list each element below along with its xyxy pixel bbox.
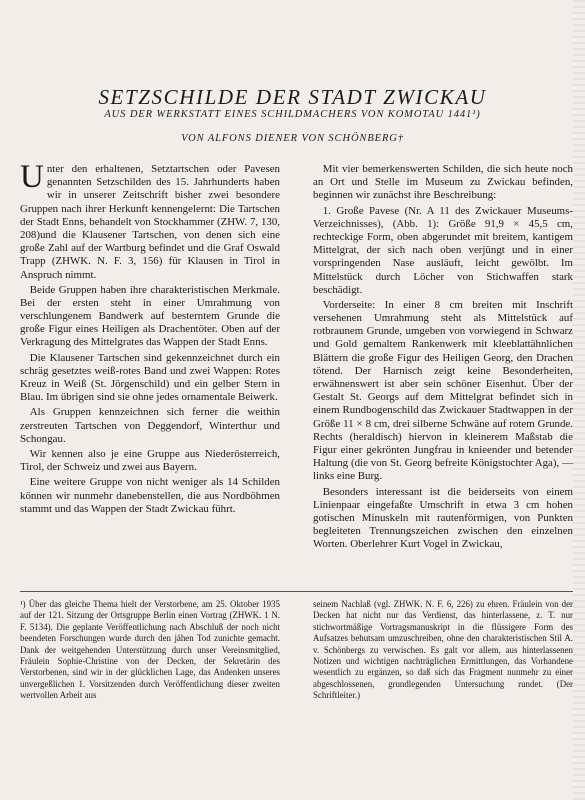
footnote-divider <box>20 591 573 592</box>
footnote-left <box>20 599 280 702</box>
paragraph-pavese: 1. Große Pavese (Nr. A 11 des Zwickauer Museums-Verzeichnisses), (Abb. 1): Größe 91,9 × 45,5 cm, rechteckige Form, oben abgerundet mit breitem, kantigem Mittelgrat, der sich nach oben verjüngt und in einer vorspringenden Nase ausläuft, leicht gewölbt. Im Mittelstück durch Löcher von Stichwaffen stark beschädigt. <box>313 204 573 296</box>
scan-edge-watermark <box>573 0 585 800</box>
left-column <box>20 159 280 516</box>
drop-cap: U <box>20 159 44 195</box>
paragraph-intro-text: nter den erhaltenen, Setztartschen oder Pavesen genannten Setzschilden des 15. Jahrhunderts haben wir in unserer Zeitschrift bisher zwei besondere Gruppen nach ihrer Herkunft kennengelernt: Die Tartschen der Stadt Enns, behandelt von Stockhammer (ZHW. 7, 130, 208)und die Klausener Tartschen, von denen sich eine große Zahl auf der Wartburg befindet und die Graf Oswald Trapp (ZHWK. N. F. 3, 156) für Klausen in Tirol in Anspruch nimmt. <box>20 163 280 281</box>
paragraph-klausen: Die Klausener Tartschen sind gekennzeichnet durch ein schräg gesetztes weiß-rotes Band und zwei Wappen: Rotes Kreuz in Weiß (St. Jörgenschild) und ein gelber Stern in Blau. Im übrigen sind sie ohne jedes ornamentale Beiwerk. <box>20 351 280 404</box>
footnote-text-left: ¹) Über das gleiche Thema hielt der Verstorbene, am 25. Oktober 1935 auf der 121. Sitzung der Ortsgruppe Berlin einen Vortrag (ZHWK. 1 N. F. 5134). Die geplante Veröffentlichung nach Abschluß der noch nicht beendeten Forschungen wurde durch den jähen Tod zunichte gemacht. Dank der weitgehenden Unterstützung durch unser Vereinsmitglied, Fräulein Sophie-Christine von der Decken, der Sekretärin des Verstorbenen, sind wir in der glücklichen Lage, das Andenken unseres unvergeßlichen 1. Vorsitzenden durch Veröffentlichung dieser zweiten wertvollen Arbeit aus <box>20 599 280 701</box>
paragraph-other-groups: Als Gruppen kennzeichnen sich ferner die weithin zerstreuten Tartschen von Deggendorf, Winterthur und Schongau. <box>20 406 280 445</box>
paragraph-groups: Beide Gruppen haben ihre charakteristischen Merkmale. Bei der ersten steht in einer Umrahmung von verschlungenem Bandwerk auf besterntem Grunde die große Figur eines Heiligen als Drachentöter. Oben auf der Verkragung des Mittelgrates das Wappen der Stadt Enns. <box>20 283 280 349</box>
paragraph-front-side: Vorderseite: In einer 8 cm breiten mit Inschrift versehenen Umrahmung steht als Mittelstück auf rotbraunem Grunde, umgeben von vorwiegend in Schwarz und Gold gemaltem Rankenwerk mit kleeblattähnlichen Blättern die große Figur des Heiligen Georg, den Drachen tötend. Der Harnisch zeigt keine Besonderheiten, erwähnenswert ist aber sein schöner Eisenhut. Über der Gestalt St. Georgs auf dem Mittelgrat befindet sich in einem Rundbogenschild das Zwickauer Stadtwappen in der Größe 11 × 8 cm, drei silberne Schwäne auf rotem Grunde. Rechts (heraldisch) hiervon in kleinerem Maßstab die Figur einer gekrönten Jungfrau in knieender und betender Haltung (die von St. Georg befreite Königstochter Aga), — links eine Burg. <box>313 298 573 483</box>
right-column <box>313 163 573 551</box>
article-subtitle: AUS DER WERKSTATT EINES SCHILDMACHERS VON KOMOTAU 1441¹) <box>104 109 481 120</box>
article-author: VON ALFONS DIENER VON SCHÖNBERG† <box>181 133 404 144</box>
paragraph-inscription: Besonders interessant ist die beiderseits von einem Linienpaar eingefaßte Umschrift in etwa 3 cm hohen gotischen Minuskeln mit rautenförmigen, von Punkten begleiteten Trennungszeichen zwischen den einzelnen Worten. Oberlehrer Kurt Vogel in Zwickau, <box>313 485 573 551</box>
paragraph-intro <box>20 159 280 282</box>
footnote-right <box>313 599 573 702</box>
paragraph-zwickau-group: Eine weitere Gruppe von nicht weniger als 14 Schilden können wir nunmehr danebenstellen, die aus Nordböhmen stammt und das Wappen der Stadt Zwickau führt. <box>20 476 280 515</box>
paragraph-regions: Wir kennen also je eine Gruppe aus Niederösterreich, Tirol, der Schweiz und zwei aus Bayern. <box>20 447 280 474</box>
article-title: SETZSCHILDE DER STADT ZWICKAU <box>98 85 487 109</box>
paragraph-museum: Mit vier bemerkenswerten Schilden, die sich heute noch an Ort und Stelle im Museum zu Zwickau befinden, beginnen wir zunächst ihre Beschreibung: <box>313 163 573 202</box>
footnote-text-right: seinem Nachlaß (vgl. ZHWK. N. F. 6, 226) zu ehren. Fräulein von der Decken hat nicht nur das Verdienst, das hinterlassene, z. T. nur stichwortmäßige Vortragsmanuskript in die flüssigere Form des Aufsatzes behutsam umzuschreiben, ohne den charakteristischen Stil A. v. Schönbergs zu verwischen. Es galt vor allem, aus hinterlassenen Notizen und wichtigen nachträglichen Ermittlungen, das Vorhandene wesentlich zu ergänzen, so daß sich das Fragment nunmehr zu einer abgeschlossenen, grundlegenden Untersuchung rundet. (Der Schriftleiter.) <box>313 599 573 701</box>
